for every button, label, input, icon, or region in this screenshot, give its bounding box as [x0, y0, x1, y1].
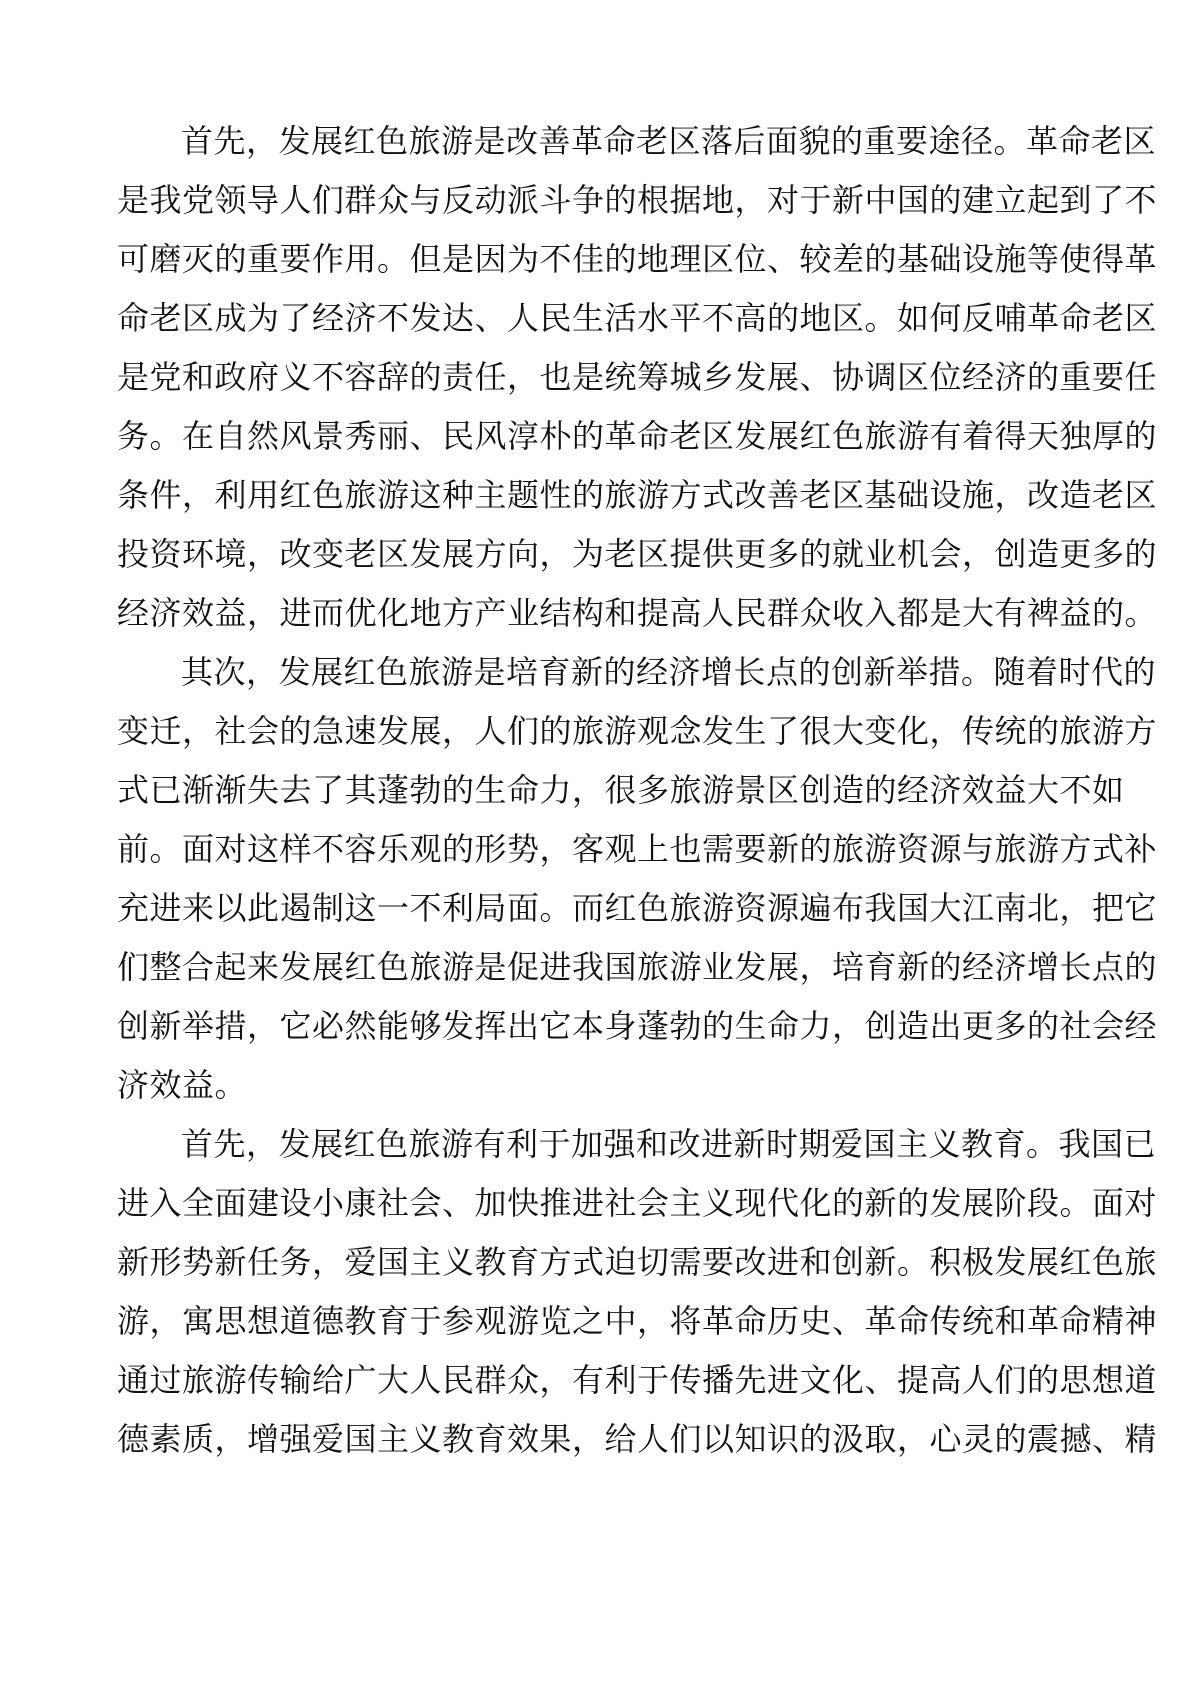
text-line: 条件，利用红色旅游这种主题性的旅游方式改善老区基础设施，改造老区: [117, 476, 1158, 514]
text-line: 其次，发展红色旅游是培育新的经济增长点的创新举措。随着时代的: [181, 653, 1157, 691]
text-line: 是党和政府义不容辞的责任，也是统筹城乡发展、协调区位经济的重要任: [117, 358, 1158, 396]
text-line: 新形势新任务，爱国主义教育方式迫切需要改进和创新。积极发展红色旅: [117, 1243, 1158, 1281]
text-line: 首先，发展红色旅游是改善革命老区落后面貌的重要途径。革命老区: [181, 122, 1157, 160]
text-line: 命老区成为了经济不发达、人民生活水平不高的地区。如何反哺革命老区: [117, 299, 1158, 337]
text-line: 德素质，增强爱国主义教育效果，给人们以知识的汲取，心灵的震撼、精: [117, 1420, 1158, 1458]
text-line: 务。在自然风景秀丽、民风淳朴的革命老区发展红色旅游有着得天独厚的: [117, 417, 1158, 455]
text-line: 进入全面建设小康社会、加快推进社会主义现代化的新的发展阶段。面对: [117, 1184, 1158, 1222]
text-line: 变迁，社会的急速发展，人们的旅游观念发生了很大变化，传统的旅游方: [117, 712, 1158, 750]
text-line: 首先，发展红色旅游有利于加强和改进新时期爱国主义教育。我国已: [181, 1125, 1157, 1163]
text-line: 充进来以此遏制这一不利局面。而红色旅游资源遍布我国大江南北，把它: [117, 889, 1158, 927]
text-line: 可磨灭的重要作用。但是因为不佳的地理区位、较差的基础设施等使得革: [117, 240, 1158, 278]
text-line: 们整合起来发展红色旅游是促进我国旅游业发展，培育新的经济增长点的: [117, 948, 1158, 986]
text-line: 游，寓思想道德教育于参观游览之中，将革命历史、革命传统和革命精神: [117, 1302, 1158, 1340]
text-line: 创新举措，它必然能够发挥出它本身蓬勃的生命力，创造出更多的社会经: [117, 1007, 1158, 1045]
text-line: 是我党领导人们群众与反动派斗争的根据地，对于新中国的建立起到了不: [117, 181, 1158, 219]
text-line: 济效益。: [117, 1066, 248, 1104]
text-line: 式已渐渐失去了其蓬勃的生命力，很多旅游景区创造的经济效益大不如: [117, 771, 1125, 809]
text-line: 投资环境，改变老区发展方向，为老区提供更多的就业机会，创造更多的: [117, 535, 1158, 573]
text-line: 通过旅游传输给广大人民群众，有利于传播先进文化、提高人们的思想道: [117, 1361, 1158, 1399]
text-line: 前。面对这样不容乐观的形势，客观上也需要新的旅游资源与旅游方式补: [117, 830, 1158, 868]
body-text: [117, 112, 1158, 1469]
text-line: 经济效益，进而优化地方产业结构和提高人民群众收入都是大有裨益的。: [117, 594, 1158, 632]
